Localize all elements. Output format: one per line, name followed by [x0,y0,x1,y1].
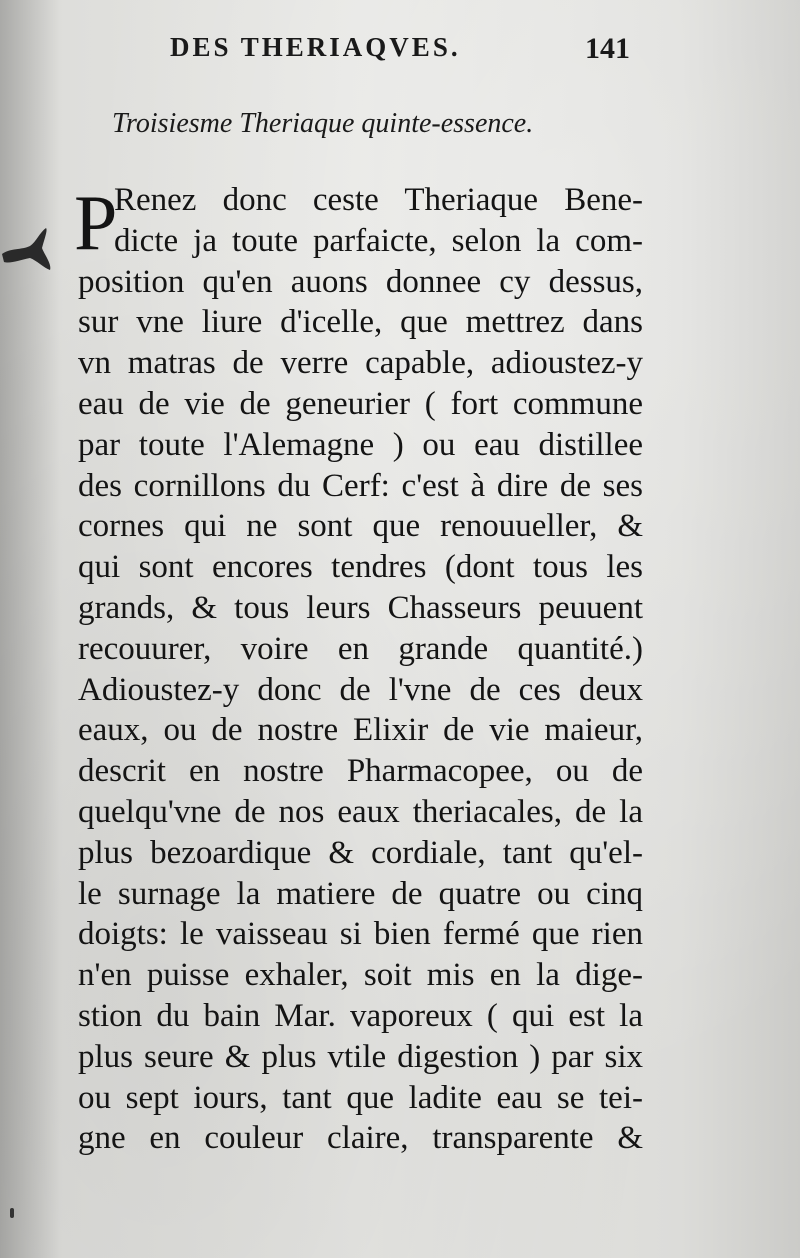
text-line: position qu'en auons donnee cy dessus, [78,263,643,300]
running-title: DES THERIAQVES. [170,32,461,62]
text-line: grands, & tous leurs Chasseurs peuuent [78,589,643,626]
text-line: eaux, ou de nostre Elixir de vie maieur, [78,712,643,749]
text-line: cornes qui ne sont que renouueller, & [78,508,643,545]
text-line: gne en couleur claire, transparente & [78,1120,643,1157]
text-line: eau de vie de geneurier ( fort commune [78,385,643,422]
text-line: quelqu'vne de nos eaux theriacales, de la [78,793,643,830]
section-title: Troisiesme Theriaque quinte-essence. [112,108,534,139]
text-line: stion du bain Mar. vaporeux ( qui est la [78,997,643,1034]
running-head [170,32,630,68]
text-line: qui sont encores tendres (dont tous les [78,549,643,586]
text-line: doigts: le vaisseau si bien fermé que rien [78,916,643,953]
ink-blot-icon [0,220,60,280]
text-line: Renez donc ceste Theriaque Bene- [114,182,643,218]
text-line: sur vne liure d'icelle, que mettrez dans [78,304,643,341]
text-line: Adioustez-y donc de l'vne de ces deux [78,671,643,708]
text-line: descrit en nostre Pharmacopee, ou de [78,753,643,790]
page-number: 141 [585,32,630,65]
ink-speck [10,1208,14,1218]
drop-cap: P [74,179,118,266]
text-line: plus bezoardique & cordiale, tant qu'el- [78,834,643,871]
paragraph [74,179,643,1159]
text-line: dicte ja toute parfaicte, selon la com- [114,222,643,259]
text-line: ou sept iours, tant que ladite eau se tei- [78,1079,643,1116]
text-line: n'en puisse exhaler, soit mis en la dige- [78,957,643,994]
text-line: plus seure & plus vtile digestion ) par six [78,1038,643,1075]
text-line: par toute l'Alemagne ) ou eau distillee [78,426,643,463]
gutter-shadow [0,0,60,1258]
text-line: le surnage la matiere de quatre ou cinq [78,875,643,912]
text-line: recouurer, voire en grande quantité.) [78,630,643,667]
text-line: vn matras de verre capable, adioustez-y [78,345,643,382]
text-line: des cornillons du Cerf: c'est à dire de ses [78,467,643,504]
